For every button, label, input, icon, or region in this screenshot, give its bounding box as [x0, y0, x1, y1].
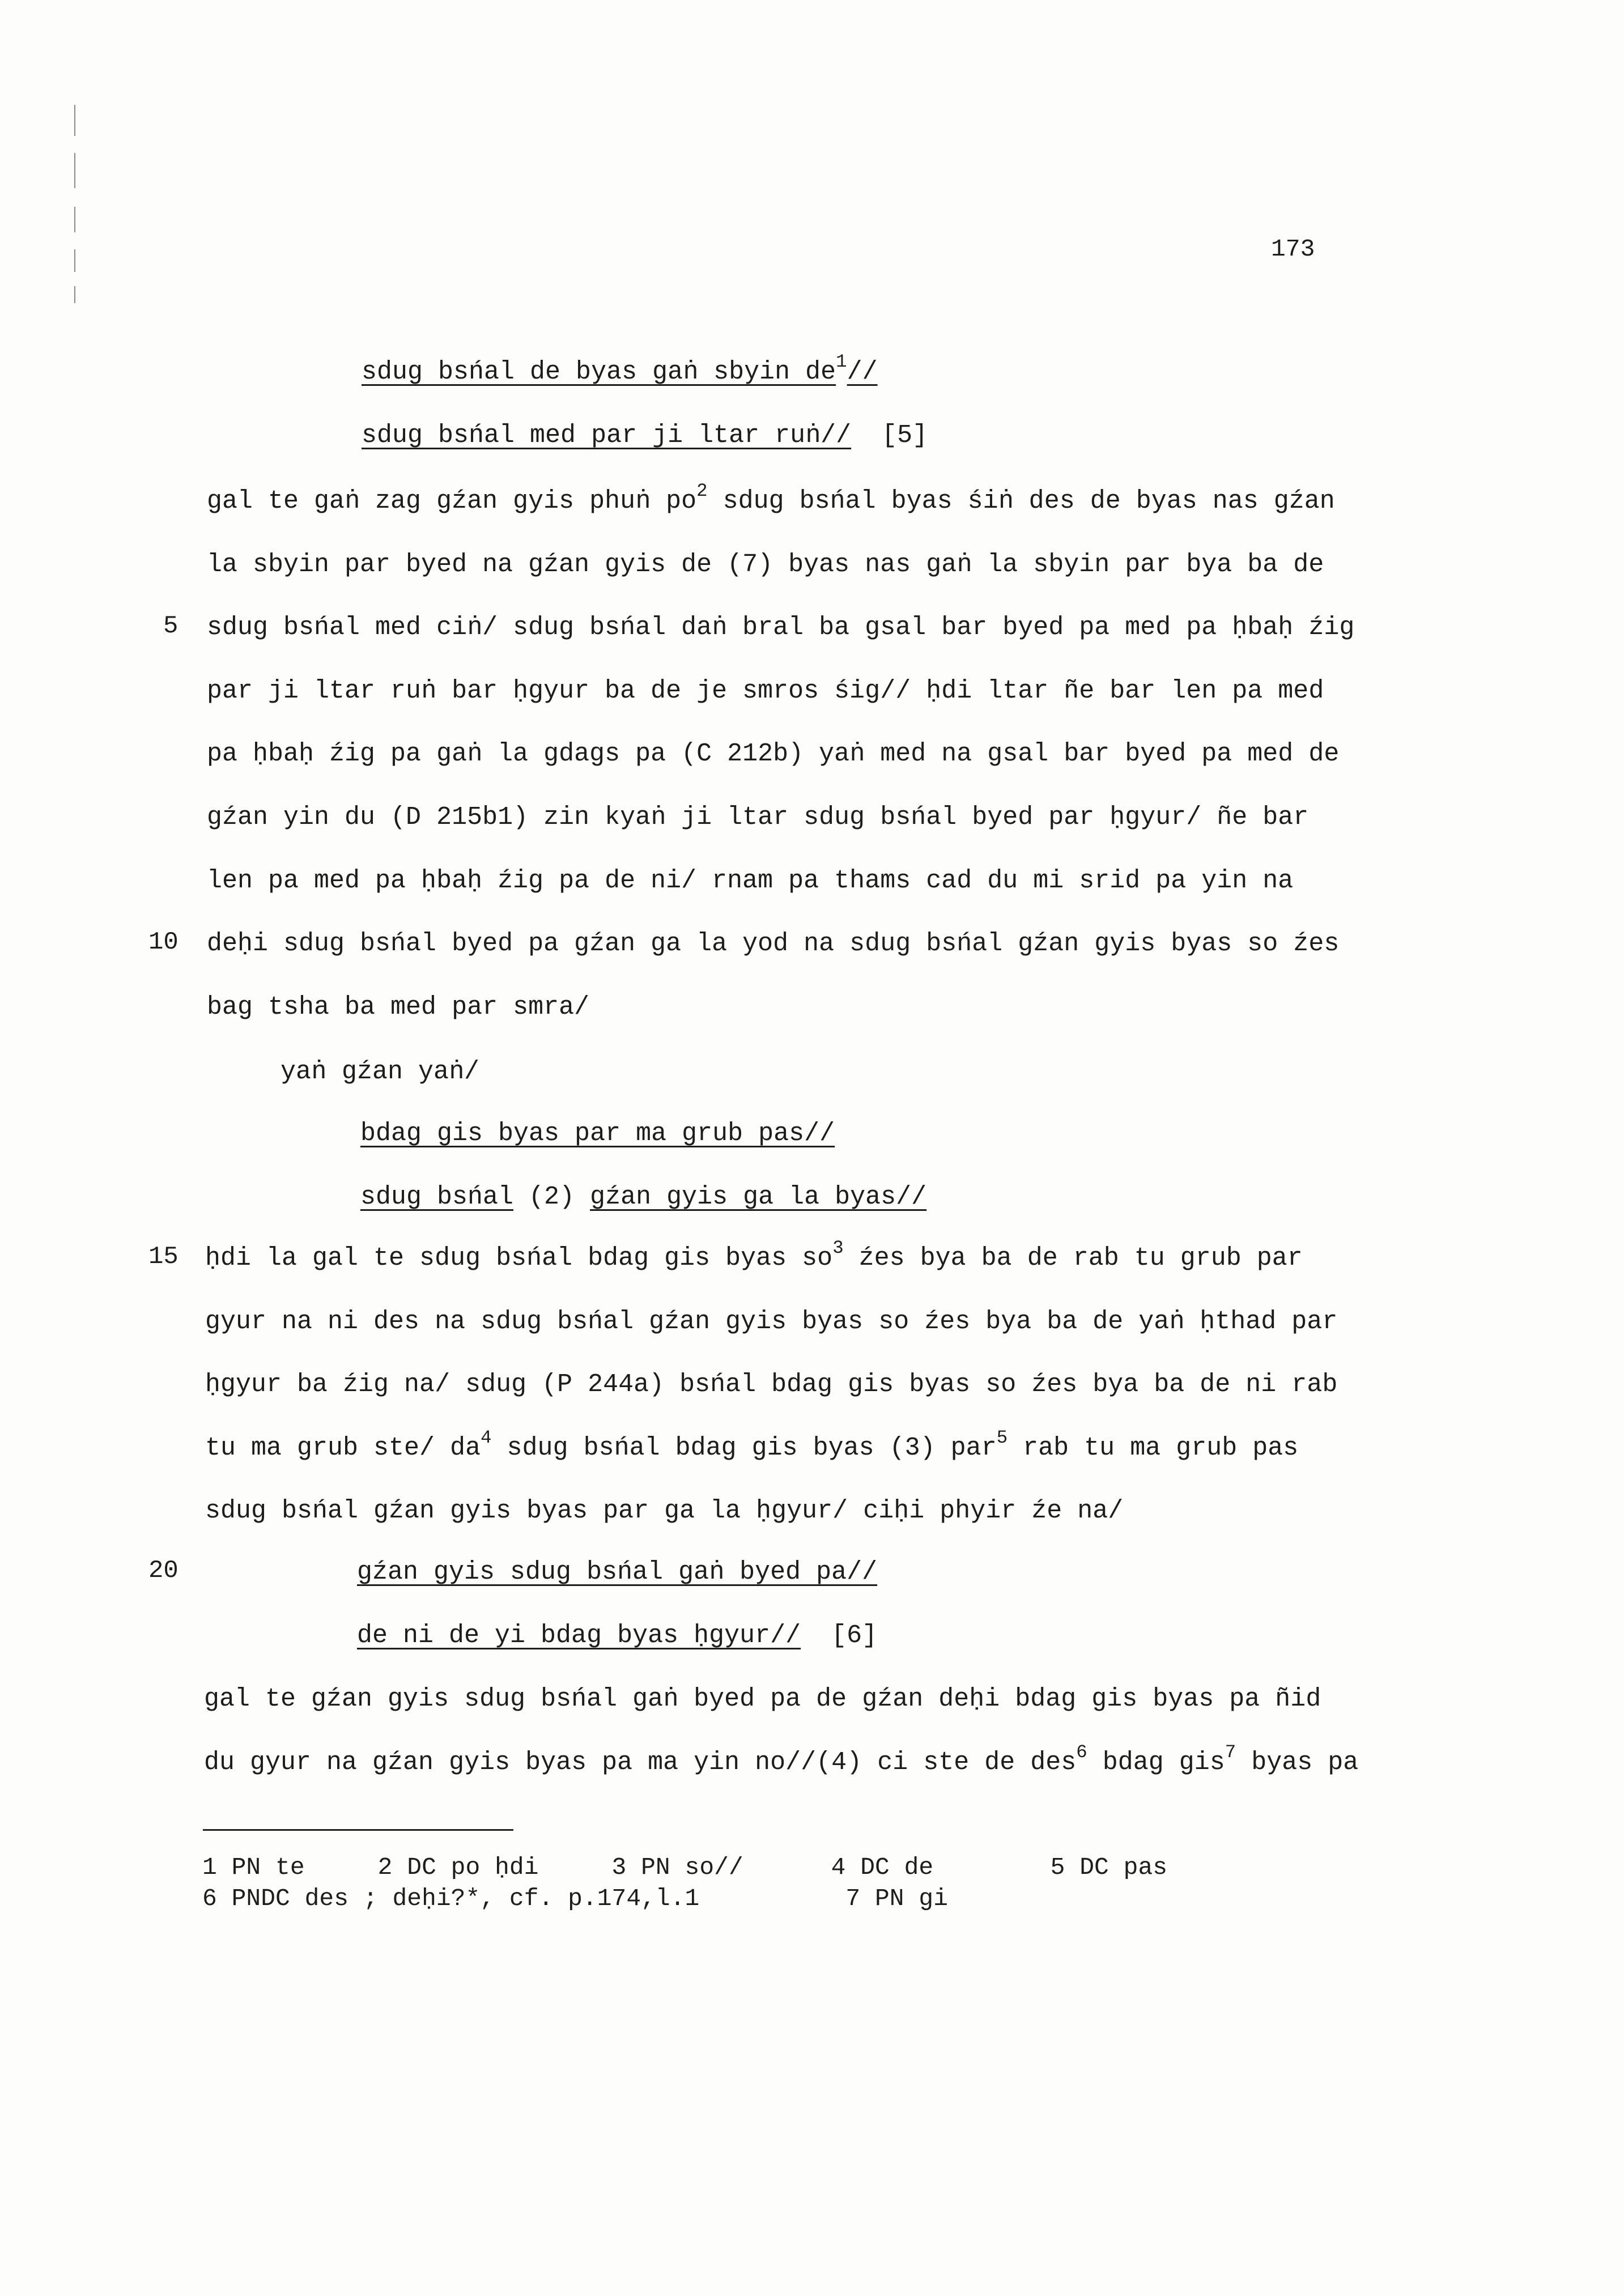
footnote-ref: 7: [1225, 1741, 1236, 1763]
text-line: [205, 1498, 1123, 1524]
text-line: [207, 994, 589, 1020]
text-line: [204, 1741, 1359, 1777]
line-text: la sbyin par byed na gźan gyis de (7) byas nas gaṅ la sbyin par bya ba de: [207, 550, 1324, 579]
text-line: [362, 351, 878, 386]
line-text: 6 PNDC des ; deḥi?*, cf. p.174,l.1 7 PN gi: [202, 1885, 949, 1912]
footnote-ref: 1: [836, 351, 847, 372]
text-line: [205, 1370, 1338, 1400]
text-line: [205, 1309, 1337, 1334]
footnote-ref: 5: [996, 1427, 1008, 1448]
text-line: [204, 1686, 1321, 1712]
margin-mark: [74, 207, 75, 232]
text-line: [357, 1623, 877, 1648]
line-text: sdug bsńal bdag gis byas (3) par: [491, 1433, 997, 1462]
line-text: du gyur na gźan gyis byas pa ma yin no//(4) ci ste de des: [204, 1748, 1077, 1777]
page-number: 173: [1271, 235, 1315, 263]
verse-text: //: [847, 358, 878, 386]
text-line: [362, 423, 928, 448]
verse-text: gźan gyis sdug bsńal gaṅ byed pa//: [357, 1558, 878, 1587]
footnote-ref: 4: [481, 1427, 492, 1448]
text-line: [360, 1184, 926, 1210]
line-text: gal te gaṅ zag gźan gyis phuṅ po: [207, 487, 697, 516]
margin-mark: [74, 249, 75, 272]
line-number: 10: [148, 928, 178, 957]
margin-mark: [74, 105, 75, 136]
line-text: deḥi sdug bsńal byed pa gźan ga la yod na sdug bsńal gźan gyis byas so źes: [207, 929, 1340, 959]
text-line: [207, 929, 1340, 959]
margin-mark: [74, 286, 75, 303]
line-number: 5: [163, 612, 178, 641]
line-text: sdug bsńal med ciṅ/ sdug bsńal daṅ bral ba gsal bar byed pa med pa ḥbaḥ źig: [207, 613, 1355, 643]
line-text: len pa med pa ḥbaḥ źig pa de ni/ rnam pa thams cad du mi srid pa yin na: [207, 866, 1294, 895]
text-line: [357, 1559, 877, 1585]
footnote-line: [202, 1855, 1167, 1880]
text-line: [207, 613, 1355, 643]
line-text: byas pa: [1236, 1748, 1359, 1777]
line-text: tu ma grub ste/ da: [205, 1433, 481, 1462]
line-text: sdug bsńal gźan gyis byas par ga la ḥgyur/ ciḥi phyir źe na/: [205, 1496, 1124, 1526]
line-text: sdug bsńal byas śiṅ des de byas nas gźan: [707, 487, 1335, 516]
footnote-rule: [203, 1829, 513, 1831]
footnote-line: [202, 1886, 948, 1911]
verse-text: sdug bsńal med par ji ltar ruṅ//: [362, 421, 852, 450]
footnote-ref: 3: [832, 1237, 844, 1258]
line-text: (2): [513, 1183, 590, 1211]
footnote-ref: 2: [696, 480, 708, 501]
line-number: 15: [148, 1243, 178, 1271]
line-text: bdag gis: [1087, 1748, 1225, 1777]
intro-line: yaṅ gźan yaṅ/: [280, 1057, 480, 1086]
verse-text: de ni de yi bdag byas ḥgyur//: [357, 1621, 801, 1650]
text-line: [360, 1121, 835, 1146]
line-text: gal te gźan gyis sdug bsńal gaṅ byed pa de gźan deḥi bdag gis byas pa ñid: [204, 1685, 1321, 1714]
line-text: gyur na ni des na sdug bsńal gźan gyis byas so źes bya ba de yaṅ ḥthad par: [205, 1307, 1338, 1336]
text-line: [207, 552, 1324, 577]
verse-text: gźan gyis ga la byas//: [590, 1183, 927, 1211]
text-line: [207, 480, 1335, 516]
text-line: [205, 1237, 1303, 1273]
footnote-ref: 6: [1076, 1741, 1087, 1763]
line-text: [5]: [851, 421, 928, 450]
line-number: 20: [148, 1557, 178, 1585]
margin-mark: [74, 153, 75, 188]
text-line: [207, 678, 1324, 704]
line-text: gźan yin du (D 215b1) zin kyaṅ ji ltar sdug bsńal byed par ḥgyur/ ñe bar: [207, 803, 1309, 832]
line-text: ḥdi la gal te sdug bsńal bdag gis byas so: [205, 1244, 833, 1273]
line-text: [6]: [801, 1621, 878, 1650]
line-text: rab tu ma grub pas: [1007, 1433, 1299, 1462]
line-text: par ji ltar ruṅ bar ḥgyur ba de je smros śig// ḥdi ltar ñe bar len pa med: [207, 676, 1324, 705]
text-line: [207, 868, 1293, 894]
text-line: [207, 741, 1339, 767]
verse-text: sdug bsńal: [360, 1183, 514, 1211]
line-text: bag tsha ba med par smra/: [207, 992, 590, 1022]
text-line: [207, 805, 1308, 830]
text-line: [205, 1427, 1299, 1462]
verse-text: bdag gis byas par ma grub pas//: [360, 1119, 835, 1148]
line-text: 1 PN te 2 DC po ḥdi 3 PN so// 4 DC de 5 DC pas: [202, 1853, 1168, 1881]
line-text: pa ḥbaḥ źig pa gaṅ la gdags pa (C 212b) yaṅ med na gsal bar byed pa med de: [207, 739, 1340, 769]
verse-text: sdug bsńal de byas gaṅ sbyin de: [362, 358, 836, 386]
line-text: źes bya ba de rab tu grub par: [843, 1244, 1303, 1273]
line-text: ḥgyur ba źig na/ sdug (P 244a) bsńal bdag gis byas so źes bya ba de ni rab: [205, 1370, 1338, 1400]
